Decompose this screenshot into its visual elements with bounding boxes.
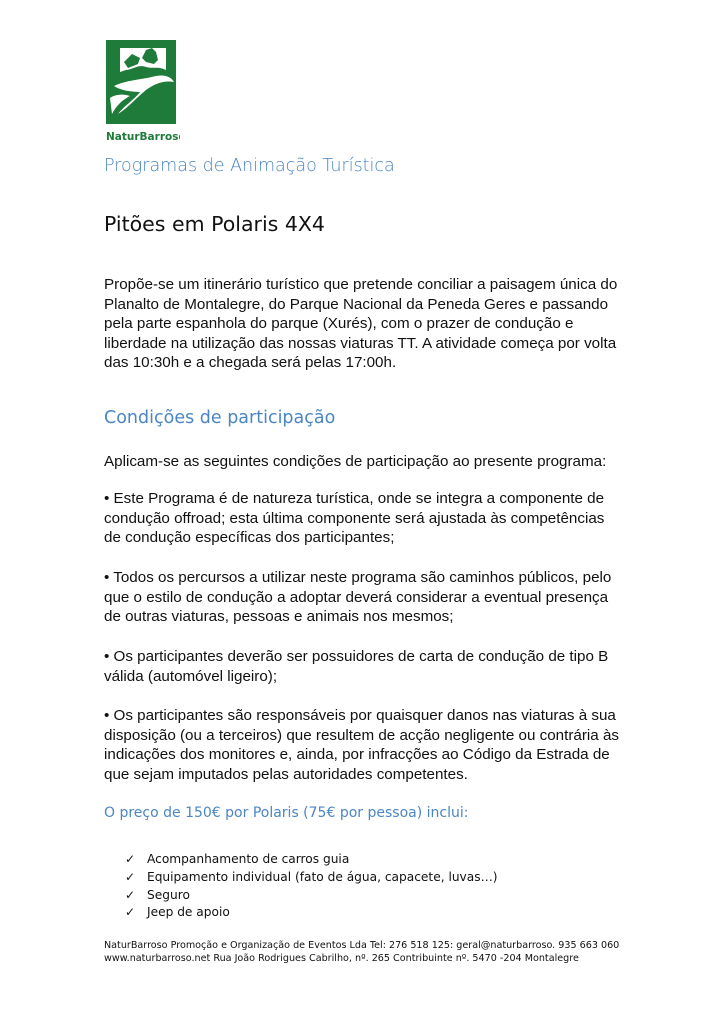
include-label: Equipamento individual (fato de água, capacete, luvas…) bbox=[147, 869, 498, 884]
page-title: Pitões em Polaris 4X4 bbox=[104, 212, 325, 236]
price-heading: O preço de 150€ por Polaris (75€ por pessoa) inclui: bbox=[104, 805, 469, 821]
checkmark-icon: ✓ bbox=[125, 887, 136, 902]
list-item bbox=[125, 851, 498, 869]
naturbarroso-logo bbox=[106, 40, 180, 144]
include-label: Seguro bbox=[147, 887, 190, 902]
checkmark-icon: ✓ bbox=[125, 852, 136, 866]
condition-item: • Os participantes são responsáveis por quaisquer danos nas viaturas à sua disposição (ou a terceiros) que resultem de acção negligente ou contrária às indicações dos monitores e, ainda, por infracções ao Código da Estrada de que sejam imputados pelas autoridades competentes. bbox=[104, 707, 619, 783]
category-heading: Programas de Animação Turística bbox=[104, 156, 395, 176]
includes-list bbox=[125, 851, 498, 922]
footer-line: NaturBarroso Promoção e Organização de Eventos Lda Tel: 276 518 125: geral@naturbarroso. 935 663 060 bbox=[104, 940, 620, 951]
footer-line: www.naturbarroso.net Rua João Rodrigues Cabrilho, nº. 265 Contribuinte nº. 5470 -204 Montalegre bbox=[104, 953, 579, 964]
intro-paragraph: Propõe-se um itinerário turístico que pretende conciliar a paisagem única do Planalto de Montalegre, do Parque Nacional da Peneda Geres e passando pela parte espanhola do parque (Xurés), com o prazer de condução e liberdade na utilização das nossas viaturas TT. A atividade começa por volta das 10:30h e a chegada será pelas 17:00h. bbox=[104, 276, 618, 371]
condition-item: • Os participantes deverão ser possuidores de carta de condução de tipo B válida (automóvel ligeiro); bbox=[104, 648, 609, 685]
include-label: Jeep de apoio bbox=[147, 905, 230, 920]
list-item bbox=[125, 887, 498, 905]
list-item bbox=[125, 869, 498, 887]
conditions-heading: Condições de participação bbox=[104, 408, 336, 428]
condition-item: • Todos os percursos a utilizar neste programa são caminhos públicos, pelo que o estilo de condução a adoptar deverá considerar a eventual presença de outras viaturas, pessoas e animais nos mesmos; bbox=[104, 569, 612, 625]
checkmark-icon: ✓ bbox=[125, 905, 136, 920]
include-label: Acompanhamento de carros guia bbox=[147, 852, 350, 866]
list-item bbox=[125, 904, 498, 922]
logo-emblem-icon bbox=[106, 40, 180, 144]
conditions-lead: Aplicam-se as seguintes condições de participação ao presente programa: bbox=[104, 453, 607, 470]
condition-item: • Este Programa é de natureza turística, onde se integra a componente de condução offroad; esta última componente será ajustada às competências de condução específicas dos participantes; bbox=[104, 490, 605, 546]
logo-brand-text: NaturBarroso bbox=[106, 131, 180, 143]
checkmark-icon: ✓ bbox=[125, 869, 136, 884]
